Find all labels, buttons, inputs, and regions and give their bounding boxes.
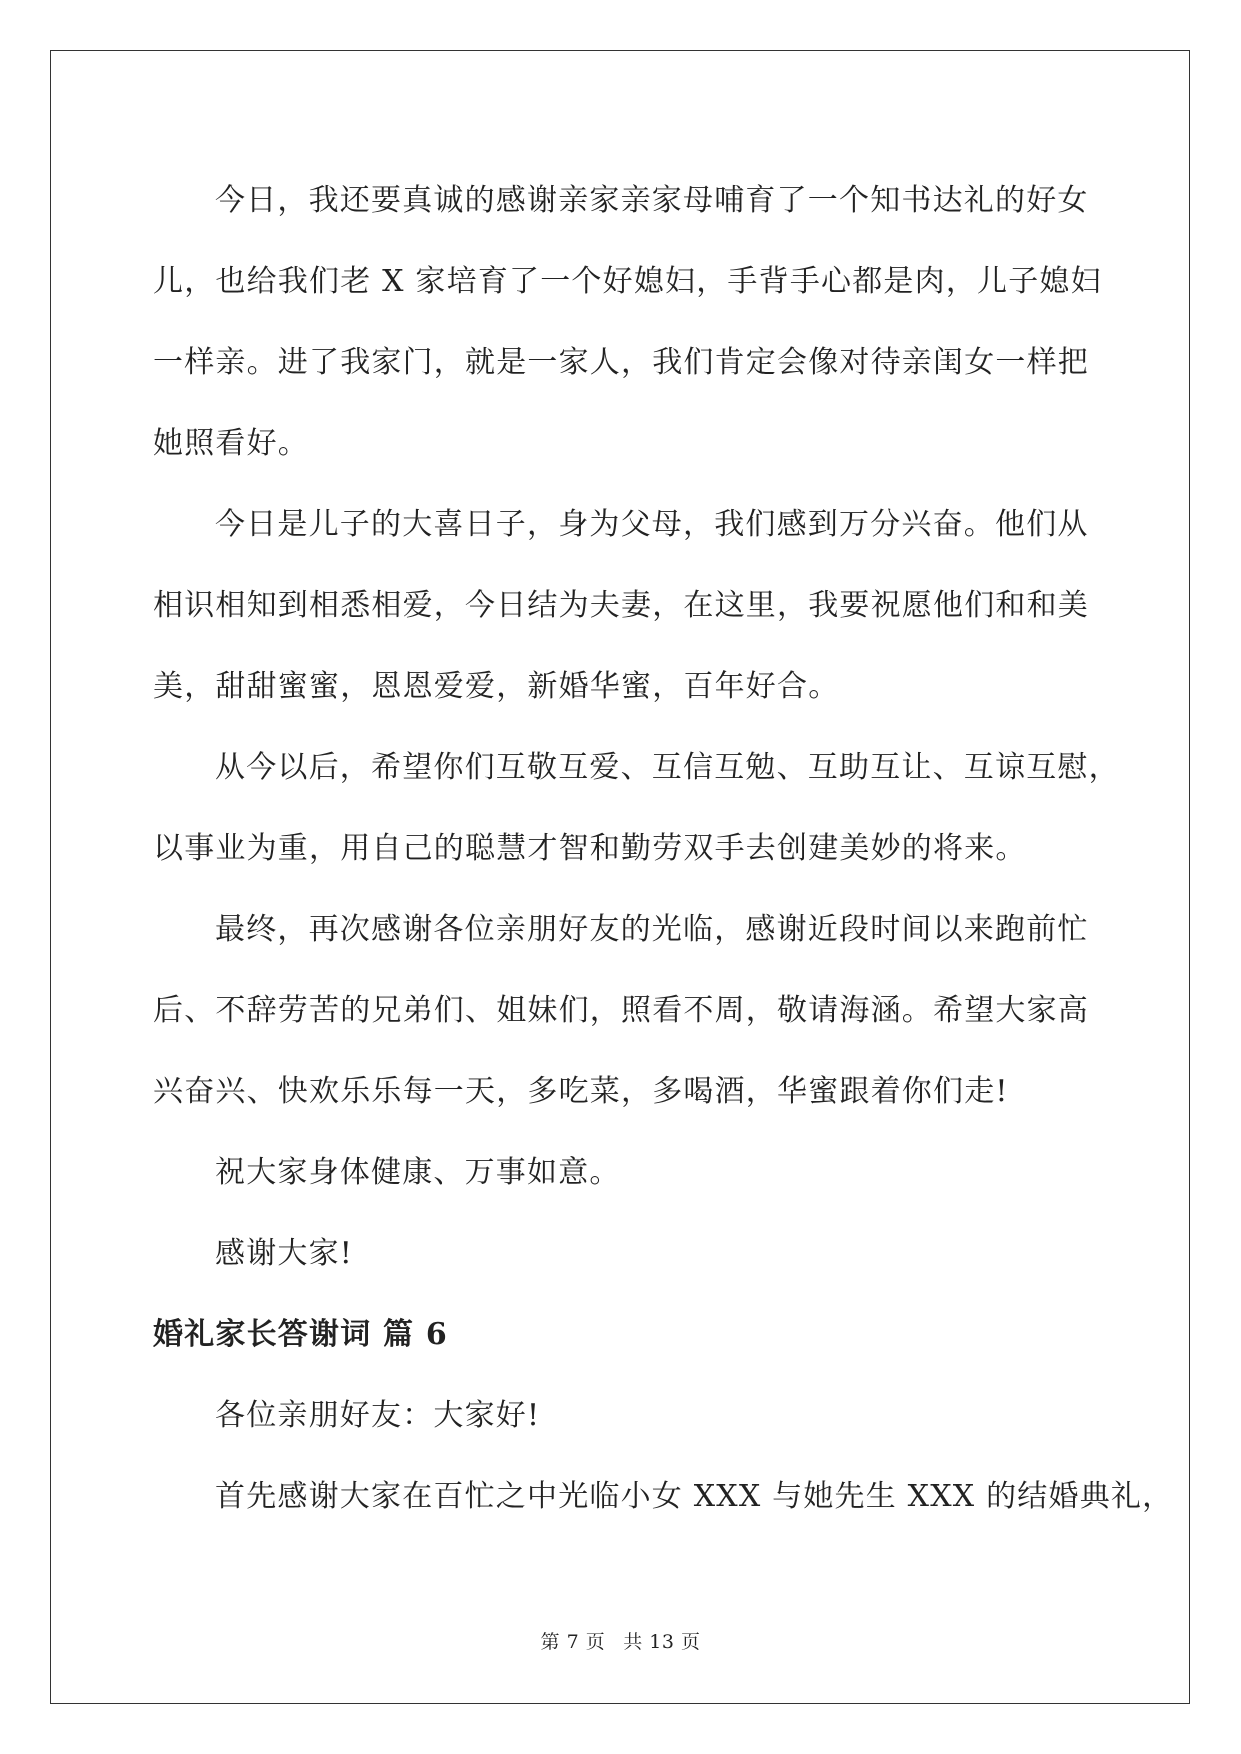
text-line: 首先感谢大家在百忙之中光临小女 XXX 与她先生 XXX 的结婚典礼， (215, 1479, 1174, 1514)
text-line: 各位亲朋好友：大家好! (215, 1398, 541, 1433)
text-line: 儿，也给我们老 X 家培育了一个好媳妇，手背手心都是肉，儿子媳妇 (153, 264, 1102, 299)
paragraph-6 (153, 1213, 1093, 1294)
text-line: 今日是儿子的大喜日子，身为父母，我们感到万分兴奋。他们从 (215, 507, 1089, 542)
text-line: 后、不辞劳苦的兄弟们、姐妹们，照看不周，敬请海涵。希望大家高 (153, 993, 1089, 1028)
text-line: 相识相知到相悉相爱，今日结为夫妻，在这里，我要祝愿他们和和美 (153, 588, 1089, 623)
text-line: 美，甜甜蜜蜜，恩恩爱爱，新婚华蜜，百年好合。 (153, 669, 840, 704)
page-total: 共 13 页 (623, 1631, 701, 1653)
paragraph-4 (153, 889, 1093, 1132)
text-line: 从今以后，希望你们互敬互爱、互信互勉、互助互让、互谅互慰， (215, 750, 1120, 785)
text-line: 今日，我还要真诚的感谢亲家亲家母哺育了一个知书达礼的好女 (215, 183, 1089, 218)
text-line: 感谢大家! (215, 1236, 354, 1271)
paragraph-1 (153, 160, 1102, 484)
page-number: 第 7 页 (540, 1631, 606, 1653)
text-line: 以事业为重，用自己的聪慧才智和勤劳双手去创建美妙的将来。 (153, 831, 1027, 866)
paragraph-5 (153, 1132, 1093, 1213)
text-line: 一样亲。进了我家门，就是一家人，我们肯定会像对待亲闺女一样把 (153, 345, 1089, 380)
paragraph-3 (153, 727, 1120, 889)
page-footer (0, 1630, 1241, 1654)
paragraph-8 (153, 1456, 1174, 1537)
paragraph-2 (153, 484, 1093, 727)
section-heading: 婚礼家长答谢词 篇 6 (153, 1317, 448, 1352)
text-line: 兴奋兴、快欢乐乐每一天，多吃菜，多喝酒，华蜜跟着你们走! (153, 1074, 1009, 1109)
paragraph-7 (153, 1375, 1093, 1456)
text-line: 她照看好。 (153, 426, 309, 461)
text-line: 最终，再次感谢各位亲朋好友的光临，感谢近段时间以来跑前忙 (215, 912, 1089, 947)
text-line: 祝大家身体健康、万事如意。 (215, 1155, 621, 1190)
document-body (153, 160, 1174, 1537)
